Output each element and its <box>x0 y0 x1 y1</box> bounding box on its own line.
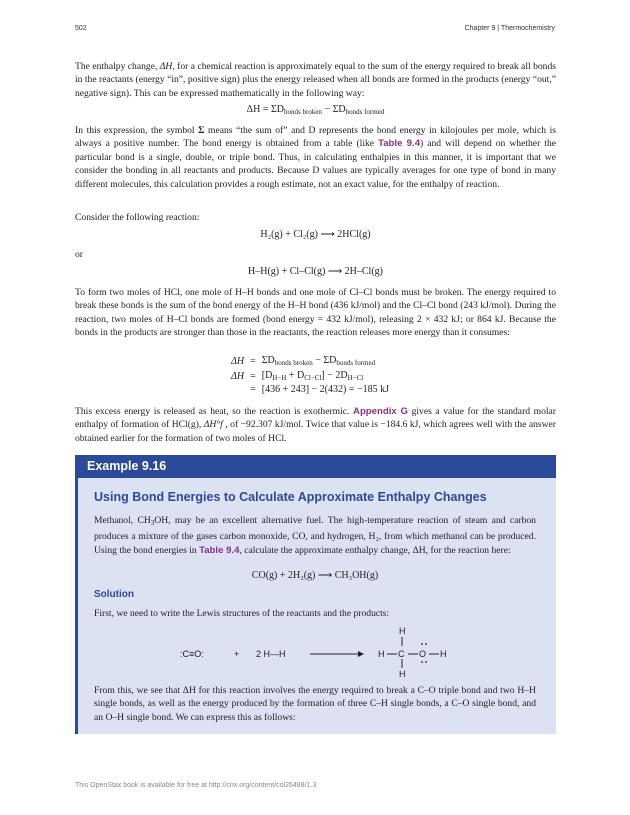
footer: This OpenStax book is available for free at http://cnx.org/content/col26488/1.3 <box>75 782 317 789</box>
paragraph-exothermic: This excess energy is released as heat, so the reaction is exothermic. Appendix G gives a value for the standard molar enthalpy of formation of HCl(g), ΔH°f , of −92.307 kJ/mol. Twice that value is −184.6 kJ, which agrees well with the answer obtained earlier for the formation of two moles of HCl. <box>75 406 556 444</box>
hydrogen-molecule: 2 H—H <box>256 649 286 659</box>
example-table-9-4-link[interactable]: Table 9.4 <box>199 544 240 556</box>
example-title: Using Bond Energies to Calculate Approximate Enthalpy Changes <box>94 490 487 504</box>
plus-sign: + <box>234 649 240 659</box>
methanol-h-right: H <box>440 649 447 659</box>
paragraph-enthalpy-intro: The enthalpy change, ΔH, for a chemical reaction is approximately equal to the sum of the energy required to break all bonds in the reactants (energy “in”, positive sign) plus the energy released when all bonds are formed in the products (energy “out,” negative sign). This can be expressed mathematically in the following way: <box>75 61 556 99</box>
arrow-head <box>358 651 364 657</box>
methanol-carbon: C <box>398 649 405 659</box>
solution-label: Solution <box>94 589 134 600</box>
methanol-h-bottom: H <box>399 669 406 679</box>
appendix-g-link[interactable]: Appendix G <box>353 406 409 417</box>
equation-h2-cl2: H₂(g) + Cl₂(g) ⟶ 2HCl(g) <box>260 229 371 240</box>
paragraph-or: or <box>75 249 83 260</box>
methanol-h-top: H <box>399 626 406 636</box>
example-problem-text: Methanol, $CH_3OH$, may be an excellent alternative fuel. The high-temperature reaction of steam and carbon produces a mixture of the gases carbon monoxide, CO, and hydrogen, H₂, from which methanol can be produced. Using the bond energies in Table 9.4, calculate the approximate enthalpy change, ΔH, for the reaction here: <box>94 515 536 556</box>
solution-final-text: From this, we see that ΔH for this reaction involves the energy required to break a C–O triple bond and two H–H single bonds, as well as the energy produced by the formation of three C–H single bonds, a C–O single bond, and an O–H single bond. We can express this as follows: <box>94 685 536 723</box>
enthalpy-calculation: ΔH = $\Sigma D_{bonds broken} - \Sigma D_{bonds formed}$ ΔH = $[D_{H-H} + D_{Cl-Cl}] - 2D_{H-Cl}$ = [436 + 243] − 2(432) = −185 kJ <box>231 355 390 395</box>
example-header: Example 9.16 <box>75 455 556 478</box>
equation-hh-clcl: H–H(g) + Cl–Cl(g) ⟶ 2H–Cl(g) <box>248 266 383 277</box>
methanol-oxygen: O <box>419 649 427 659</box>
carbon-monoxide: :C≡O: <box>180 649 204 659</box>
example-equation: CO(g) + 2H₂(g) ⟶ CH₃OH(g) <box>251 570 379 581</box>
solution-text: First, we need to write the Lewis structures of the reactants and the products: <box>94 608 390 619</box>
page-number: 502 <box>75 25 87 32</box>
lewis-structures <box>170 624 470 680</box>
paragraph-sigma-explanation: In this expression, the symbol Σ means “the sum of” and D represents the bond energy in kilojoules per mole, which is always a positive number. The bond energy is obtained from a table (like Table 9.4) and will depend on whether the particular bond is a single, double, or triple bond. Thus, in calculating enthalpies in this manner, it is important that we consider the bonding in all reactants and products. Because D values are typically averages for one type of bond in many different molecules, this calculation provides a rough estimate, not an exact value, for the enthalpy of reaction. <box>75 125 556 190</box>
table-9-4-link[interactable]: Table 9.4 <box>378 138 421 150</box>
paragraph-hcl-bonds: To form two moles of HCl, one mole of H–H bonds and one mole of Cl–Cl bonds must be broken. The energy required to break these bonds is the sum of the bond energy of the H–H bond (436 kJ/mol) and the Cl–Cl bond (243 kJ/mol). During the reaction, two moles of H–Cl bonds are formed (bond energy = 432 kJ/mol), releasing 2 × 432 kJ; or 864 kJ. Because the bonds in the products are stronger than those in the reactants, the reaction releases more energy than it consumes: <box>75 287 556 339</box>
chapter-title: Chapter 9 | Thermochemistry <box>464 25 555 32</box>
equation-bond-sum: $\Delta H = \Sigma D_{bonds broken} - \Sigma D_{bonds formed}$ <box>246 104 385 116</box>
methanol-h-left: H <box>378 649 385 659</box>
paragraph-consider: Consider the following reaction: <box>75 212 200 223</box>
